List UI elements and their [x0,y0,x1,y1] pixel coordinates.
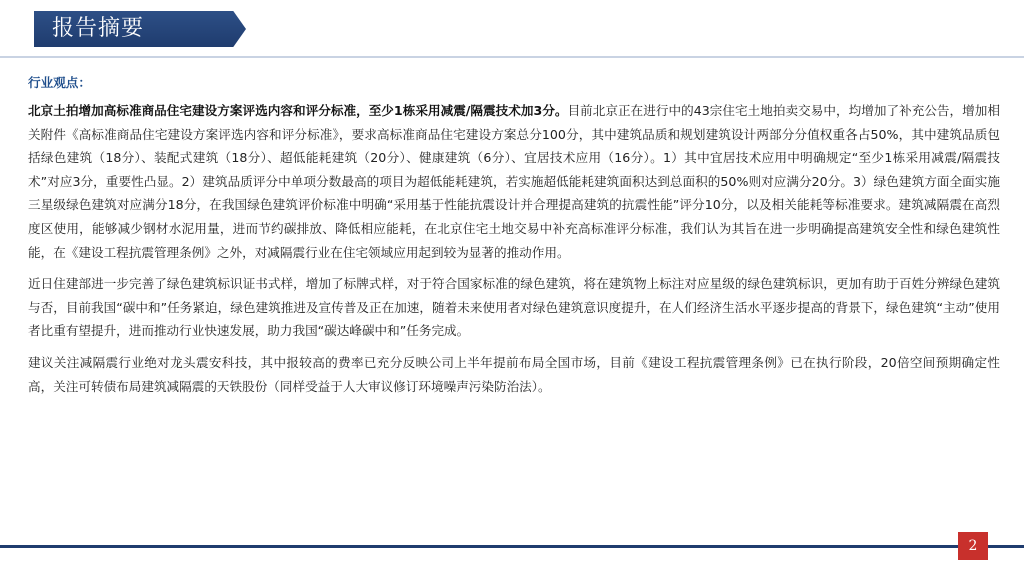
paragraph-1-body: 目前北京正在进行中的43宗住宅土地拍卖交易中，均增加了补充公告，增加相关附件《高标准商品住宅建设方案评选内容和评分标准》，要求高标准商品住宅建设方案总分100分，其中建筑品质和规划建筑设计两部分分值权重各占50%，其中建筑品质包括绿色建筑（18分）、装配式建筑（18分）、超低能耗建筑（20分）、健康建筑（6分）、宜居技术应用（16分）。1）其中宜居技术应用中明确规定“至少1栋采用减震/隔震技术”对应3分，重要性凸显。2）建筑品质评分中单项分数最高的项目为超低能耗建筑，若实施超低能耗建筑面积达到总面积的50%则对应满分20分。3）绿色建筑方面全面实施三星级绿色建筑对应满分18分，在我国绿色建筑评价标准中明确“采用基于性能抗震设计并合理提高建筑的抗震性能”评分10分，以及相关能耗等标准要求。建筑减隔震在高烈度区使用，能够减少钢材水泥用量，进而节约碳排放、降低相应能耗，在北京住宅土地交易中补充高标准评分标准，我们认为其旨在进一步明确提高建筑安全性和绿色建筑性能，在《建设工程抗震管理条例》之外，对减隔震行业在住宅领域应用起到较为显著的推动作用。 [28,103,1000,260]
paragraph-1 [28,99,1000,264]
paragraph-2-body: 近日住建部进一步完善了绿色建筑标识证书式样，增加了标牌式样，对于符合国家标准的绿色建筑，将在建筑物上标注对应星级的绿色建筑标识，更加有助于百姓分辨绿色建筑与否，目前我国“碳中和”任务紧迫，绿色建筑推进及宣传普及正在加速，随着未来使用者对绿色建筑意识度提升，在人们经济生活水平逐步提高的背景下，绿色建筑“主动”使用者比重有望提升，进而推动行业快速发展，助力我国“碳达峰碳中和”任务完成。 [28,276,1000,339]
footer-divider [0,545,1024,548]
page-number-badge: 2 [958,532,988,560]
paragraph-3-body: 建议关注减隔震行业绝对龙头震安科技，其中报较高的费率已充分反映公司上半年提前布局全国市场，目前《建设工程抗震管理条例》已在执行阶段，20倍空间预期确定性高，关注可转债布局建筑减隔震的天铁股份（同样受益于人大审议修订环境噪声污染防治法）。 [28,354,1000,394]
header-divider [0,56,1024,58]
paragraph-3 [28,351,1000,398]
paragraph-2 [28,272,1000,343]
summary-content [28,72,1000,398]
page-title: 报告摘要 [52,16,145,41]
section-label: 行业观点： [28,75,91,90]
paragraph-1-lead: 北京土拍增加高标准商品住宅建设方案评选内容和评分标准，至少1栋采用减震/隔震技术加3分。 [28,103,568,118]
